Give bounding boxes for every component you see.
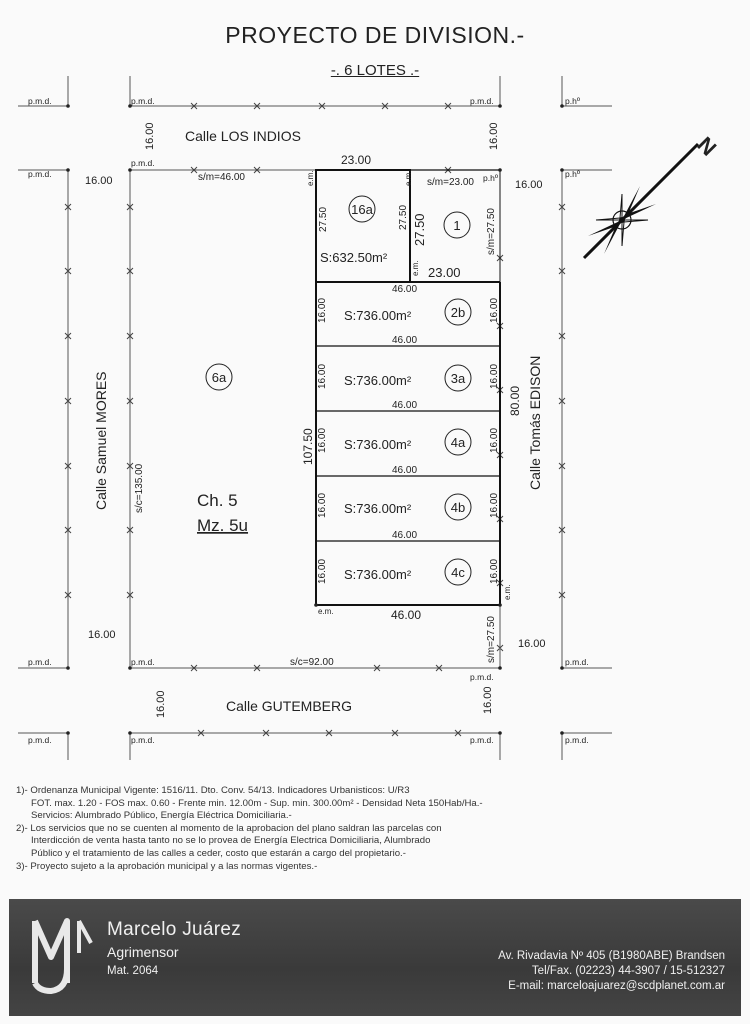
ph-label: p.hº	[565, 96, 580, 106]
contact-phone: Tel/Fax. (02223) 44-3907 / 15-512327	[531, 965, 725, 977]
ph-label: p.hº	[565, 169, 580, 179]
sm-east-top: s/m=27.50	[486, 208, 497, 255]
lot-1-side: 27.50	[412, 213, 427, 246]
lot-4c-side-right: 16.00	[489, 558, 500, 584]
width-label: 16.00	[482, 686, 494, 714]
pmd-label: p.m.d.	[131, 657, 155, 667]
lot-4a-side-right: 16.00	[489, 427, 500, 453]
page-subtitle: -. 6 LOTES .-	[330, 62, 420, 79]
street-west: Calle Samuel MORES	[93, 371, 109, 510]
lot-4b-area: S:736.00m²	[344, 501, 412, 516]
width-label: 16.00	[85, 175, 113, 187]
lot-2b-side-left: 16.00	[317, 297, 328, 323]
contact-email[interactable]: E-mail: marceloajuarez@scdplanet.com.ar	[508, 980, 725, 992]
pmd-label: p.m.d.	[131, 96, 155, 106]
chacra-label: Ch. 5	[197, 491, 238, 510]
lot-2b	[317, 284, 500, 325]
pmd-markers	[28, 96, 589, 745]
surveyor-name: Marcelo Juárez	[107, 919, 242, 940]
em-label: e.m.	[318, 607, 334, 616]
note-3: 3)- Proyecto sujeto a la aprobación municipal y a las normas vigentes.-	[16, 860, 318, 872]
page-title: PROYECTO DE DIVISION.-	[225, 22, 525, 48]
lot-3a	[317, 335, 500, 391]
lot-3a-side-left: 16.00	[317, 363, 328, 389]
width-label: 16.00	[518, 638, 546, 650]
pmd-label: p.m.d.	[470, 735, 494, 745]
pmd-label: p.m.d.	[28, 735, 52, 745]
pmd-label: p.m.d.	[565, 657, 589, 667]
lot-4a	[317, 400, 500, 455]
total-west-dim: 107.50	[301, 428, 315, 465]
pmd-label: p.m.d.	[565, 735, 589, 745]
lot-16a-top: 23.00	[341, 153, 372, 167]
lot-4b-top: 46.00	[392, 465, 418, 476]
lot-2b-top: 46.00	[392, 284, 418, 295]
footer-band	[9, 899, 741, 1016]
ph-label: p.hº	[483, 173, 498, 183]
pmd-label: p.m.d.	[470, 96, 494, 106]
lot-16a-side-right: 27.50	[398, 204, 409, 230]
em-label: e.m.	[306, 170, 315, 186]
lot-4a-id: 4a	[450, 435, 466, 450]
lot-3a-area: S:736.00m²	[344, 373, 412, 388]
lot-4b-side-right: 16.00	[489, 492, 500, 518]
note-2-line-2: Interdicción de venta hasta tanto no se lo provea de Energía Electrica Domiciliaria, Alumbrado	[31, 835, 431, 847]
street-south: Calle GUTEMBERG	[226, 698, 353, 714]
lot-4c-top: 46.00	[392, 530, 418, 541]
parcel-6a-label: 6a	[211, 370, 227, 385]
lot-4c-area: S:736.00m²	[344, 567, 412, 582]
pmd-label: p.m.d.	[28, 169, 52, 179]
pmd-label: p.m.d.	[28, 657, 52, 667]
lot-3a-top: 46.00	[392, 335, 418, 346]
width-label: 16.00	[144, 122, 156, 150]
em-label: e.m.	[404, 170, 413, 186]
lot-4a-top: 46.00	[392, 400, 418, 411]
notes-section	[16, 785, 576, 873]
lot-3a-id: 3a	[450, 371, 466, 386]
street-north: Calle LOS INDIOS	[185, 128, 301, 144]
note-1-line-3: Servicios: Alumbrado Público, Energía Eléctrica Domiciliaria.-	[31, 810, 292, 822]
em-label: e.m.	[411, 260, 420, 276]
lot-16a-id: 16a	[351, 202, 373, 217]
width-label: 16.00	[515, 179, 543, 191]
north-label: N	[692, 131, 722, 161]
note-2: 2)- Los servicios que no se cuenten al momento de la aprobacion del plano saldran las parcelas con	[16, 822, 442, 834]
surveyor-license: Mat. 2064	[107, 965, 159, 977]
lot-4b-id: 4b	[450, 500, 466, 515]
lot-1-id: 1	[453, 218, 461, 233]
lot-4b-side-left: 16.00	[317, 492, 328, 518]
lot-3a-side-right: 16.00	[489, 363, 500, 389]
width-label: 16.00	[88, 629, 116, 641]
lot-1	[412, 212, 470, 280]
note-1-line-2: FOT. max. 1.20 - FOS max. 0.60 - Frente min. 12.00m - Sup. min. 300.00m² - Densidad Neta 150Hab/Ha.-	[31, 797, 483, 809]
lot-4c	[317, 530, 500, 585]
pmd-label: p.m.d.	[131, 735, 155, 745]
lot-4c-id: 4c	[451, 565, 465, 580]
lot-2b-area: S:736.00m²	[344, 308, 412, 323]
surveyor-role: Agrimensor	[107, 944, 179, 960]
lot-4a-side-left: 16.00	[317, 427, 328, 453]
sc-west: s/c=135.00	[134, 463, 145, 513]
sm-north: s/m=46.00	[198, 172, 245, 183]
lot-16a-side-left: 27.50	[318, 206, 329, 232]
width-label: 16.00	[488, 122, 500, 150]
sm-east-bottom: s/m=27.50	[486, 616, 497, 663]
north-compass-icon	[584, 132, 721, 258]
width-label: 16.00	[155, 690, 167, 718]
contact-block	[498, 949, 725, 994]
lot-2b-side-right: 16.00	[489, 297, 500, 323]
total-east-dim: 80.00	[508, 385, 522, 416]
pmd-label: p.m.d.	[131, 158, 155, 168]
mj-logo-icon	[29, 913, 97, 1001]
note-1: 1)- Ordenanza Municipal Vigente: 1516/11. Dto. Conv. 54/13. Indicadores Urbanisticos: U/R3	[16, 785, 410, 796]
lot-4b	[317, 465, 500, 520]
lot-4c-side-left: 16.00	[317, 558, 328, 584]
pmd-label: p.m.d.	[470, 672, 494, 682]
note-2-line-3: Público y el tratamiento de las calles a ceder, costo que estarán a cargo del propietario.-	[31, 847, 406, 859]
sc-south: s/c=92.00	[290, 657, 334, 668]
lots-bottom-dim: 46.00	[391, 608, 422, 622]
lot-1-bottom: 23.00	[428, 265, 461, 280]
lot-16a-area: S:632.50m²	[320, 250, 388, 265]
sm-north-right: s/m=23.00	[427, 177, 474, 188]
street-east: Calle Tomás EDISON	[527, 355, 543, 490]
pmd-label: p.m.d.	[28, 96, 52, 106]
contact-address: Av. Rivadavia Nº 405 (B1980ABE) Brandsen	[498, 950, 725, 962]
manzana-label: Mz. 5u	[197, 516, 249, 535]
lot-4a-area: S:736.00m²	[344, 437, 412, 452]
em-label: e.m.	[503, 584, 512, 600]
lot-2b-id: 2b	[450, 305, 466, 320]
